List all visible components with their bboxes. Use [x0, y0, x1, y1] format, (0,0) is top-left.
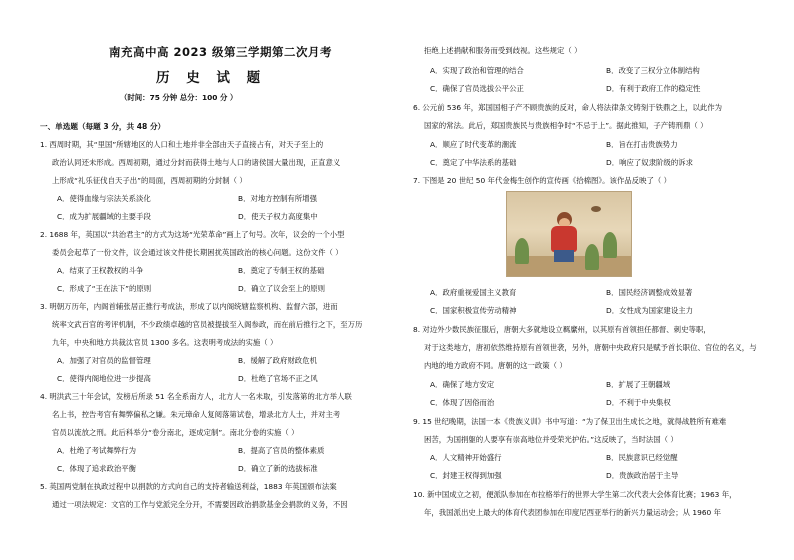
exam-title: 南充高中高 2023 级第三学期第二次月考: [109, 45, 333, 59]
option-d: D．确立了议会至上的原则: [238, 284, 325, 293]
option-a: A．政府重视爱国主义教育: [430, 288, 517, 297]
option-c: C．使得内阁地位进一步提高: [57, 374, 151, 383]
question-line: 1. 西周时期，其“里国”所辖地区的人口和土地并非全部由天子直接占有，对天子至上的: [40, 140, 324, 149]
option-c: C．成为扩展疆域的主要手段: [57, 212, 151, 221]
option-a: A．加强了对官员的监督管理: [57, 356, 151, 365]
question-line: 6. 公元前 536 年，郑国国相子产不顾贵族的反对，命人将法律条文铸刻于铁鼎之上，以此作为: [413, 103, 723, 112]
question-line: 对于这类地方，唐初依然维持原有首领世袭，另外，唐朝中央政府只是赋予首长职位、官位的名义，与: [424, 343, 757, 352]
option-a: A．杜绝了考试舞弊行为: [57, 446, 136, 455]
option-a: A．顺应了时代变革的潮流: [430, 140, 517, 149]
painting-plant: [603, 232, 617, 258]
option-c: C．封建王权得到加强: [430, 471, 502, 480]
painting-child: [549, 212, 579, 260]
option-a: A．确保了地方安定: [430, 380, 495, 389]
option-d: D．杜绝了官场不正之风: [238, 374, 318, 383]
question-line: 通过一项法规定：文官的工作与党派完全分开，不需要因政治捐款基金会捐款的义务，不因: [52, 500, 348, 509]
option-d: D．女性成为国家建设主力: [606, 306, 693, 315]
question-line: 2. 1688 年，英国以“共治君主”的方式为这场“光荣革命”画上了句号。次年，议会的一个小型: [40, 230, 345, 239]
exam-meta: （时间：75 分钟 总分：100 分 ）: [120, 93, 238, 102]
option-d: D．响应了奴隶阶级的诉求: [606, 158, 693, 167]
option-b: B．缓解了政府财政危机: [238, 356, 317, 365]
option-a: A．实现了政治和管理的结合: [430, 66, 524, 75]
question-line: 政治认同还未形成。西周初期，通过分封而获得土地与人口的诸侯国大量出现，正直意义: [52, 158, 341, 167]
question-line: 拒绝上述捐献和服务而受到歧视。这些规定（ ）: [424, 46, 582, 55]
option-b: B．国民经济调整成效显著: [606, 288, 693, 297]
painting-plant: [515, 238, 529, 264]
question-line: 9. 15 世纪晚期，法国一本《贵族义训》书中写道：“为了保卫出生成长之地，就得战胜所有难难: [413, 417, 727, 426]
question-line: 名上书，控告考官有舞弊偏私之嫌。朱元璋命人复阅落第试卷，增录北方人士，并对主考: [52, 410, 341, 419]
propaganda-painting-image: [506, 191, 632, 277]
option-a: A．使得血缘与宗法关系淡化: [57, 194, 151, 203]
question-line: 年，我国派出史上最大的体育代表团参加在印度尼西亚举行的新兴力量运动会；从 1960 年: [424, 508, 721, 517]
option-d: D．使天子权力高度集中: [238, 212, 318, 221]
option-a: A．人文精神开始盛行: [430, 453, 502, 462]
question-line: 委员会起草了一份文件，议会通过该文件使长期困扰英国政治的核心问题。这份文件（ ）: [52, 248, 343, 257]
option-c: C．体现了追求政治平衡: [57, 464, 137, 473]
painting-plant: [585, 244, 599, 270]
option-b: B．旨在打击贵族势力: [606, 140, 678, 149]
question-line: 国家的常法。此后，郑国贵族民与贵族相争时“不忌于上”。据此推知，子产铸刑鼎（ ）: [424, 121, 708, 130]
option-b: B．扩展了王朝疆域: [606, 380, 671, 389]
option-b: B．奠定了专制王权的基础: [238, 266, 325, 275]
option-c: C．形成了“王在法下”的原则: [57, 284, 152, 293]
option-d: D．不利于中央集权: [606, 398, 671, 407]
option-c: C．奠定了中华法系的基础: [430, 158, 517, 167]
option-c: C．确保了官员选拔公平公正: [430, 84, 524, 93]
option-c: C．国家积极宣传劳动精神: [430, 306, 517, 315]
option-b: B．改变了三权分立体制结构: [606, 66, 700, 75]
section-heading: 一、单选题（每题 3 分，共 48 分）: [40, 122, 166, 131]
question-line: 九年，中央和地方共裁汰官员 1300 多名。这表明考成法的实施（ ）: [52, 338, 278, 347]
option-b: B．民族意识已经觉醒: [606, 453, 678, 462]
question-line: 统率文武百官的考评机制，不少政绩卓越的官员被提拔至入阁参政，而在前后推行之下，至万历: [52, 320, 363, 329]
option-b: B．对地方控制有所增强: [238, 194, 317, 203]
question-line: 困苦，为国捐躯的人要享有崇高地位并受荣光护佑。”这反映了，当时法国（ ）: [424, 435, 678, 444]
option-d: D．贵族政治居于主导: [606, 471, 679, 480]
option-c: C．体现了因俗而治: [430, 398, 495, 407]
option-d: D．有利于政府工作的稳定性: [606, 84, 701, 93]
question-line: 7. 下图是 20 世纪 50 年代金梅生创作的宣传画《拾棉图》。该作品反映了（ ）: [413, 176, 671, 185]
question-line: 8. 对边外少数民族征服后，唐朝大多就地设立羁縻州，以其原有首领担任都督、刺史等职，: [413, 325, 711, 334]
question-line: 内地的地方政府不同。唐朝的这一政策（ ）: [424, 361, 567, 370]
question-line: 5. 英国两党制在执政过程中以捐款的方式向自己的支持者输送利益，1883 年英国颁布法案: [40, 482, 337, 491]
option-d: D．确立了新的选拔标准: [238, 464, 318, 473]
question-line: 上形成“礼乐征伐自天子出”的局面，西周初期的分封制（ ）: [52, 176, 247, 185]
question-line: 3. 明朝万历年，内阁首辅张居正推行考成法，形成了以内阁统辖监察机构、监督六部，进而: [40, 302, 338, 311]
question-line: 官员以流放之刑。此后科举分“卷分南北，逐成定制”。南北分卷的实施（ ）: [52, 428, 299, 437]
painting-bird: [591, 206, 601, 212]
option-b: B．提高了官员的整体素质: [238, 446, 325, 455]
question-line: 4. 明洪武三十年会试，发榜后所录 51 名全系南方人，北方人一名未取，引发落第的北方举人联: [40, 392, 352, 401]
option-a: A．结束了王权教权的斗争: [57, 266, 144, 275]
exam-subtitle: 历 史 试 题: [156, 70, 267, 86]
question-line: 10. 新中国成立之初，便派队参加在布拉格举行的世界大学生第二次代表大会体育比赛；1963 年，: [413, 490, 737, 499]
